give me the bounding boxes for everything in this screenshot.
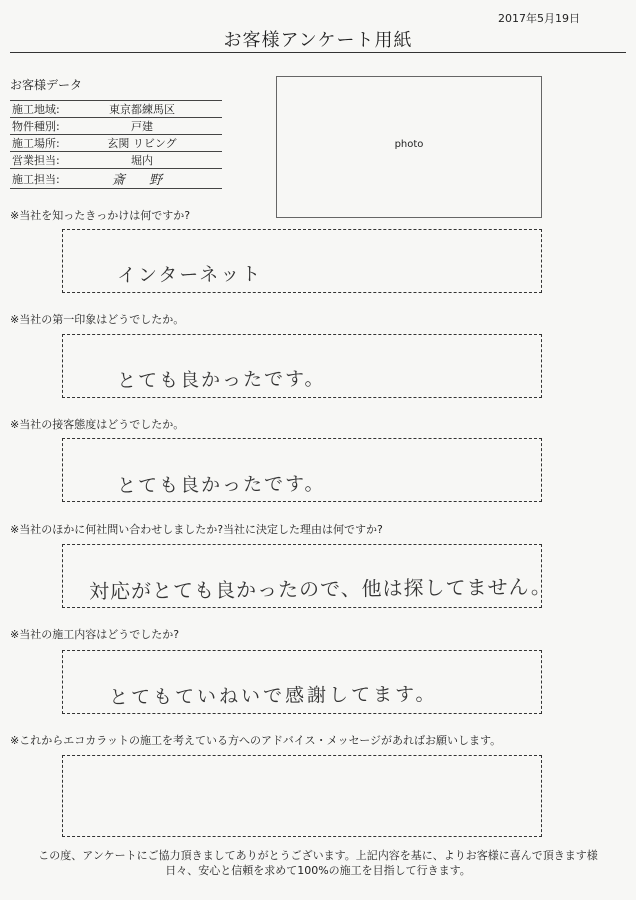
info-label: 物件種別:	[10, 118, 74, 135]
info-value: 東京都練馬区	[74, 101, 222, 118]
info-row-installer	[10, 169, 222, 189]
info-row-area	[10, 101, 222, 118]
photo-label: photo	[394, 139, 424, 150]
answer-box-1	[62, 229, 542, 293]
info-value: 堀内	[74, 152, 222, 169]
info-row-sales-rep	[10, 152, 222, 169]
question-2: ※当社の第一印象はどうでしたか。	[10, 313, 185, 326]
question-3: ※当社の接客態度はどうでしたか。	[10, 418, 185, 431]
photo-box	[276, 76, 542, 218]
info-label: 施工地域:	[10, 101, 74, 118]
customer-data-table	[10, 100, 222, 189]
info-row-location	[10, 135, 222, 152]
answer-1: インターネット	[116, 263, 263, 287]
info-label: 施工場所:	[10, 135, 74, 152]
answer-box-5	[62, 650, 542, 714]
answer-box-6	[62, 755, 542, 837]
answer-2: とても良かったです。	[116, 367, 326, 393]
answer-box-3	[62, 438, 542, 502]
customer-data-heading: お客様データ	[10, 78, 83, 92]
answer-3: とても良かったです。	[116, 472, 326, 498]
footer-line-2: 日々、安心と信頼を求めて100%の施工を目指して行きます。	[165, 864, 471, 877]
info-value: 玄関 リビング	[74, 135, 222, 152]
question-4: ※当社のほかに何社問い合わせしましたか?当社に決定した理由は何ですか?	[10, 523, 383, 536]
info-row-property-type	[10, 118, 222, 135]
answer-box-4	[62, 544, 552, 608]
date: 2017年5月19日	[498, 12, 580, 25]
answer-4: 対応がとても良かったので、他は探してません。	[88, 574, 552, 604]
question-5: ※当社の施工内容はどうでしたか?	[10, 628, 180, 641]
question-1: ※当社を知ったきっかけは何ですか?	[10, 209, 191, 222]
installer-signature: 斎 野	[74, 169, 222, 189]
page-title: お客様アンケート用紙	[223, 30, 413, 51]
info-value: 戸建	[74, 118, 222, 135]
answer-box-2	[62, 334, 542, 398]
info-label: 施工担当:	[10, 169, 74, 189]
answer-5: とてもていねいで感謝してます。	[108, 683, 438, 709]
footer-message	[0, 848, 636, 878]
info-label: 営業担当:	[10, 152, 74, 169]
title-rule	[10, 52, 626, 53]
footer-line-1: この度、アンケートにご協力頂きましてありがとうございます。上記内容を基に、よりお客様に喜んで頂きます様	[38, 849, 598, 862]
question-6: ※これからエコカラットの施工を考えている方へのアドバイス・メッセージがあればお願いします。	[10, 734, 502, 747]
